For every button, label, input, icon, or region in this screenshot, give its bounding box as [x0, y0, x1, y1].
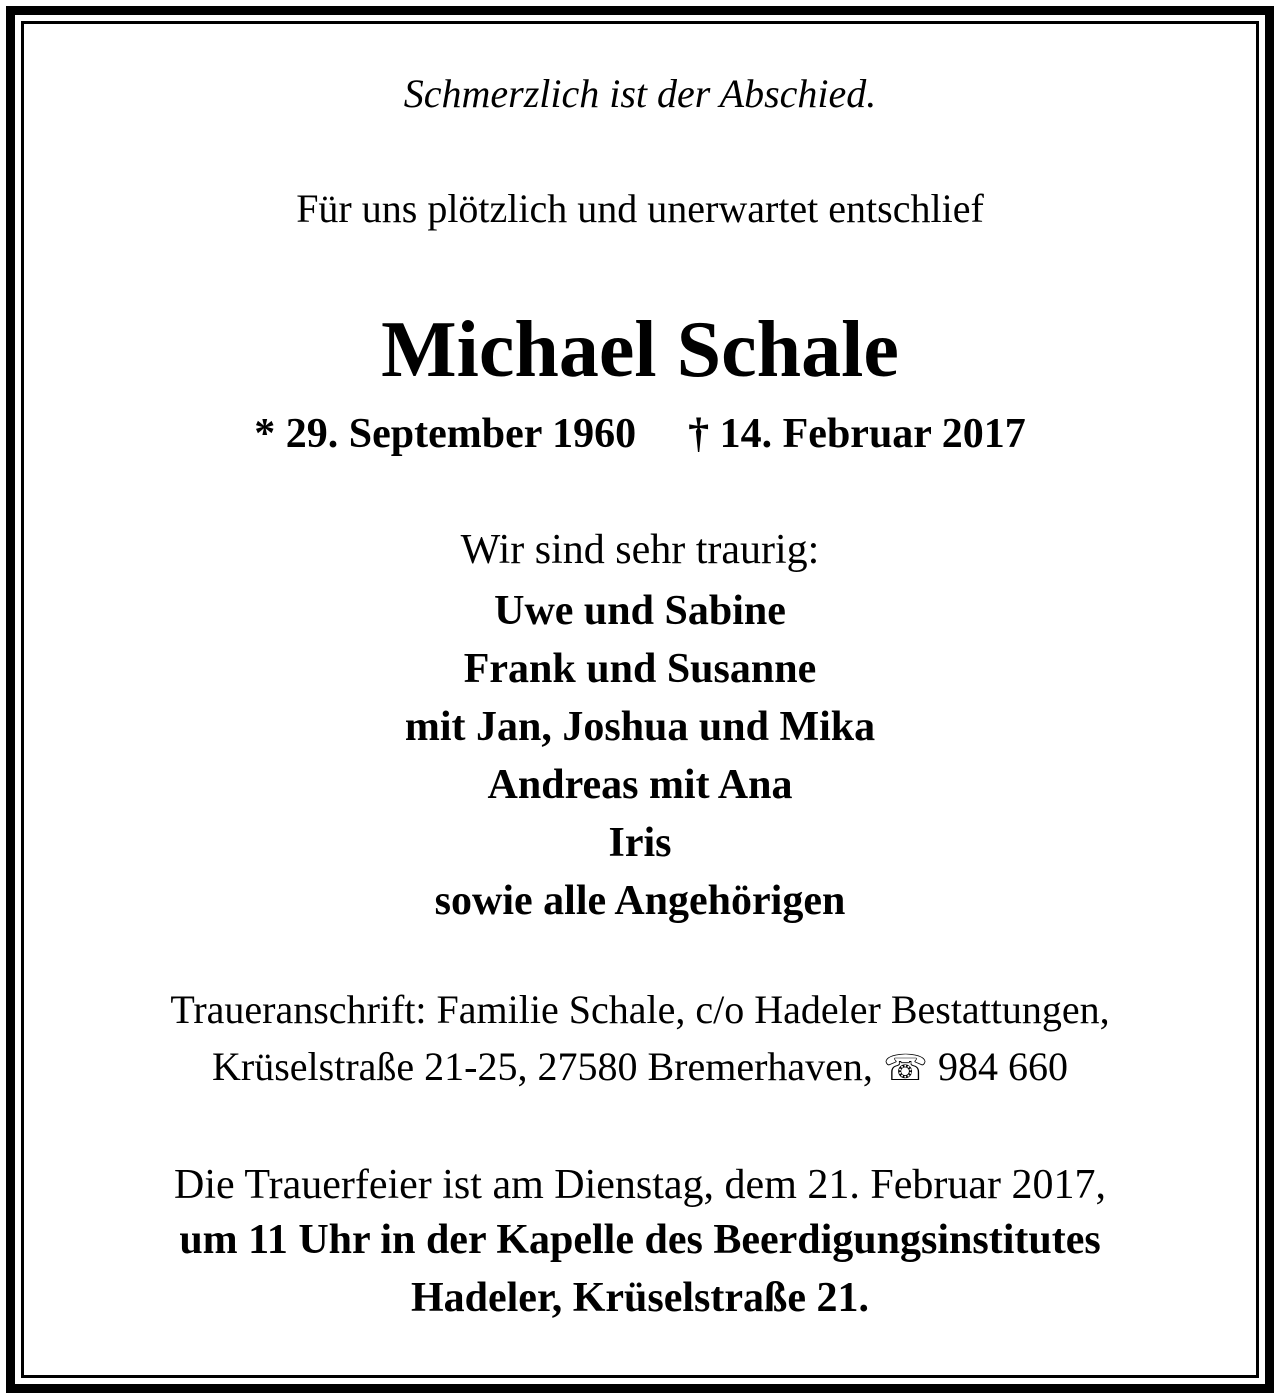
funeral-line-2: um 11 Uhr in der Kapelle des Beerdigungsinstitutes	[179, 1217, 1101, 1263]
mourners-list	[0, 582, 1280, 930]
address-line-2	[0, 1044, 1280, 1089]
telephone-icon: ☏	[882, 1048, 928, 1088]
mourner-line: mit Jan, Joshua und Mika	[404, 704, 876, 750]
life-dates	[0, 413, 1280, 455]
mourner-line: Iris	[608, 820, 672, 866]
intro-text: Für uns plötzlich und unerwartet entschlief	[296, 186, 984, 231]
phone-number: 984 660	[937, 1044, 1068, 1089]
death-date: † 14. Februar 2017	[688, 411, 1026, 457]
address-line-1: Traueranschrift: Familie Schale, c/o Hadeler Bestattungen,	[170, 987, 1110, 1032]
address-street: Krüselstraße 21-25, 27580 Bremerhaven,	[212, 1044, 873, 1089]
mourner-line: Frank und Susanne	[463, 646, 817, 692]
mourner-line: Uwe und Sabine	[494, 588, 786, 634]
funeral-line-1: Die Trauerfeier ist am Dienstag, dem 21. Februar 2017,	[174, 1162, 1106, 1208]
birth-date: * 29. September 1960	[254, 411, 637, 457]
funeral-line-3: Hadeler, Krüselstraße 21.	[410, 1275, 870, 1321]
mourner-line: Andreas mit Ana	[487, 762, 793, 808]
motto: Schmerzlich ist der Abschied.	[403, 71, 877, 116]
deceased-name: Michael Schale	[381, 306, 899, 394]
mourner-line: sowie alle Angehörigen	[434, 878, 846, 924]
mourners-intro: Wir sind sehr traurig:	[460, 527, 820, 573]
